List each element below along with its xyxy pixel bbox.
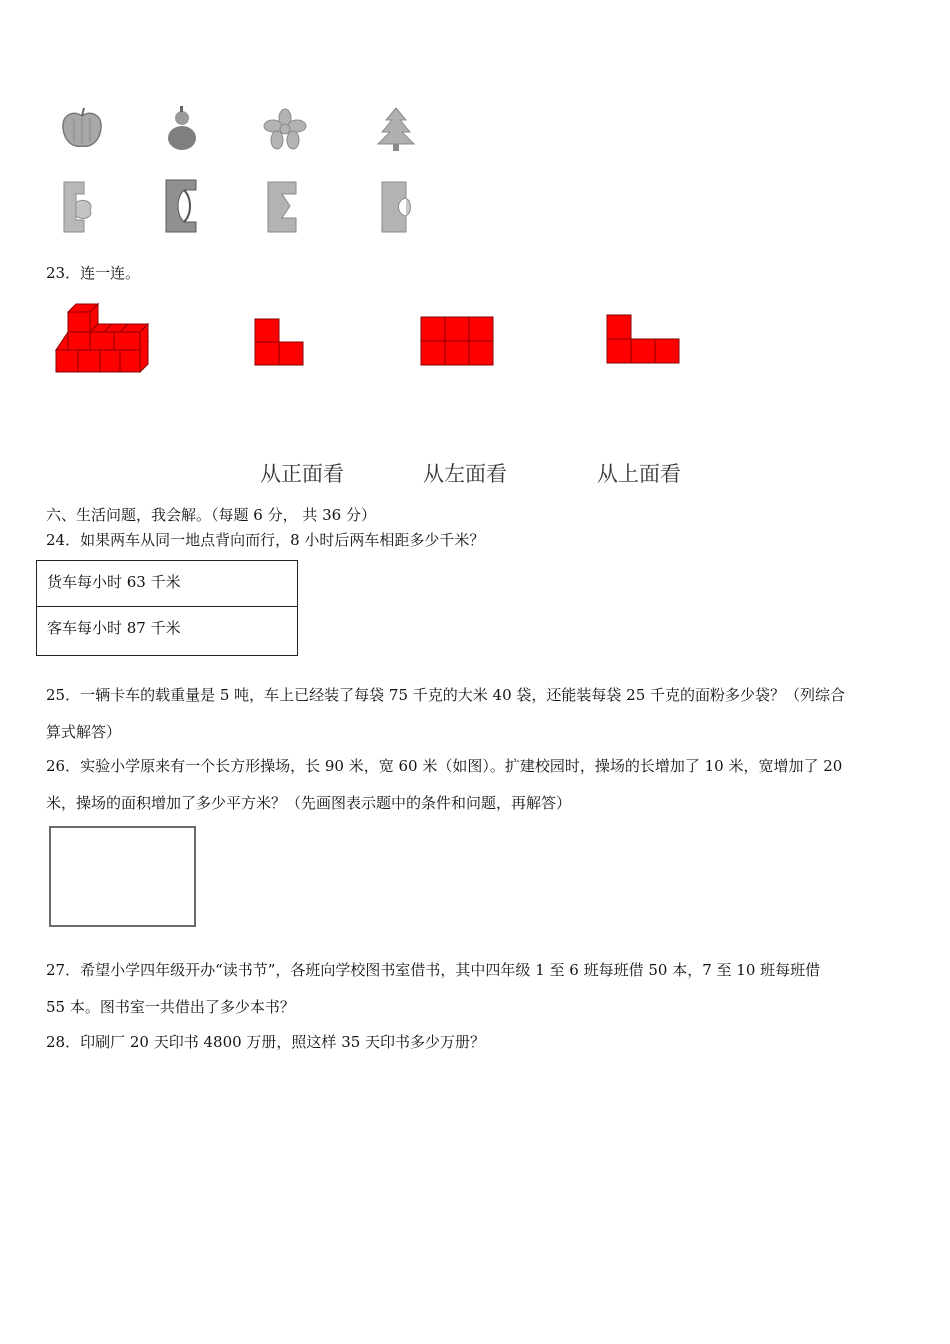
view-label-front: 从正面看 — [260, 462, 344, 486]
section-6-heading: 六、生活问题，我会解。（每题 6 分， 共 36 分） — [46, 506, 376, 524]
bus-speed-cell: 客车每小时 87 千米 — [47, 619, 181, 637]
question-28-text: 28．印刷厂 20 天印书 4800 万册，照这样 35 天印书多少万册？ — [46, 1033, 486, 1051]
cut-paper-1 — [62, 180, 98, 234]
question-27-line-1: 27．希望小学四年级开办“读书节”，各班向学校图书室借书，其中四年级 1 至 6 班每班借 50 本，7 至 10 班每班借 — [46, 961, 821, 979]
cube-solid-figure — [54, 302, 150, 374]
truck-speed-cell: 货车每小时 63 千米 — [47, 573, 181, 591]
question-26-line-2: 米，操场的面积增加了多少平方米？（先画图表示题中的条件和问题，再解答） — [46, 794, 572, 812]
tree-silhouette — [376, 106, 416, 152]
gourd-silhouette — [162, 104, 202, 152]
playground-rectangle — [49, 826, 196, 927]
view-shape-grid — [420, 316, 494, 366]
view-shape-l-small — [254, 318, 304, 366]
view-label-left: 从左面看 — [423, 462, 507, 486]
question-25-line-2: 算式解答） — [46, 723, 122, 741]
cut-paper-2 — [162, 178, 200, 234]
view-label-top: 从上面看 — [597, 462, 681, 486]
info-table-row — [36, 560, 298, 607]
cut-paper-4 — [378, 180, 414, 234]
question-27-line-2: 55 本。图书室一共借出了多少本书？ — [46, 998, 295, 1016]
cut-paper-3 — [264, 180, 300, 234]
question-25-line-1: 25．一辆卡车的载重量是 5 吨，车上已经装了每袋 75 千克的大米 40 袋，还能装每袋 25 千克的面粉多少袋？（列综合 — [46, 686, 846, 704]
question-26-line-1: 26．实验小学原来有一个长方形操场，长 90 米，宽 60 米（如图）。扩建校园时，操场的长增加了 10 米，宽增加了 20 — [46, 757, 843, 775]
flower-silhouette — [262, 108, 308, 150]
question-23-title: 23．连一连。 — [46, 264, 141, 282]
question-24-text: 24．如果两车从同一地点背向而行，8 小时后两车相距多少千米？ — [46, 531, 485, 549]
view-shape-l-long — [606, 314, 680, 364]
info-table-row — [36, 606, 298, 656]
apple-silhouette — [60, 106, 104, 150]
